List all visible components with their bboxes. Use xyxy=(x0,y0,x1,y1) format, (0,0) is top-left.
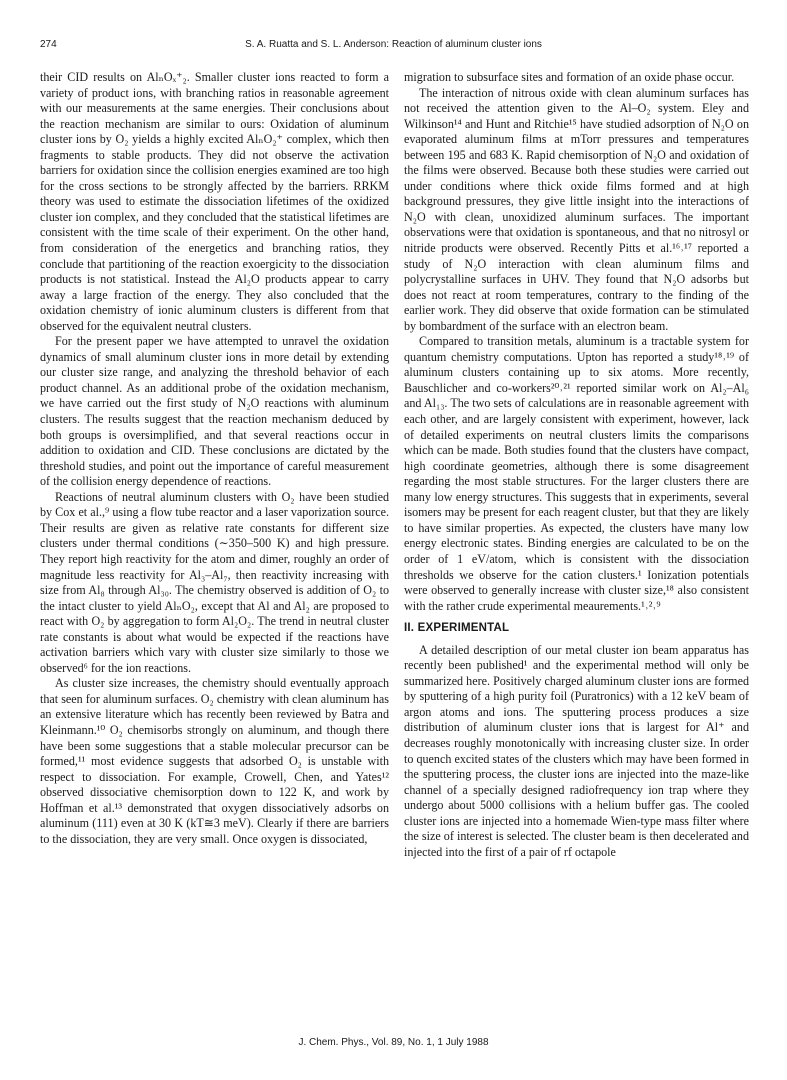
right-paragraph-4: A detailed description of our metal cluster ion beam apparatus has recently been published¹ and the experimental method will only be summarized here. Positively charged aluminum cluster ions are formed by sputtering of a high purity foil (Puratronics) with a 12 keV beam of argon atoms and ions. The sputtering process produces a size distribution of aluminum cluster ions that is largest for Al⁺ and decreases roughly monotonically with increasing cluster size. In order to quench excited states of the clusters which may have been formed in the sputtering process, the cluster ions are injected into the maze-like channel of a specially designed radiofrequency ion trap where they undergo about 5000 collisions with a helium buffer gas. The cooled cluster ions are injected into a homemade Wien-type mass filter where the size of interest is selected. The cluster beam is then decelerated and injected into the first of a pair of rf octapole xyxy=(404,642,749,859)
right-paragraph-2: The interaction of nitrous oxide with clean aluminum surfaces has not received the attention given to the Al–O₂ system. Eley and Wilkinson¹⁴ and Hunt and Ritchie¹⁵ have studied adsorption of N₂O on evaporated aluminum films at mTorr pressures and temperatures between 195 and 683 K. Rapid chemisorption of N₂O and oxidation of the films were observed. Because both these studies were carried out under conditions where thick oxide films formed and at high background pressures, they give little insight into the interactions of N₂O with clean, unoxidized aluminum surfaces. The important observations were that oxidation is spontaneous, and that no nitrosyl or nitride products were observed. Recently Pitts et al.¹⁶˒¹⁷ reported a study of N₂O interaction with clean aluminum films and polycrystalline surfaces in UHV. They found that N₂O adsorbs but does not react at room temperatures, contrary to the finding of the earlier work. They did observe that oxide formation can be stimulated by bombardment of the surface with an electron beam. xyxy=(404,85,749,333)
journal-citation-footer: J. Chem. Phys., Vol. 89, No. 1, 1 July 1988 xyxy=(298,1037,489,1048)
running-title: S. A. Ruatta and S. L. Anderson: Reaction of aluminum cluster ions xyxy=(245,39,542,50)
right-column xyxy=(404,70,749,1055)
right-paragraph-1: migration to subsurface sites and formation of an oxide phase occur. xyxy=(404,70,735,84)
page-header xyxy=(40,39,747,55)
left-paragraph-4: As cluster size increases, the chemistry should eventually approach that seen for aluminum surfaces. O₂ chemistry with clean aluminum has an extensive literature which has recently been reviewed by Batra and Kleinmann.¹⁰ O₂ chemisorbs strongly on aluminum, and though there have been some suggestions that a stable molecular precursor can be formed,¹¹ most evidence suggests that adsorbed O₂ is unstable with respect to dissociation. For example, Crowell, Chen, and Yates¹² observed dissociative chemisorption down to 122 K, and work by Hoffman et al.¹³ demonstrated that oxygen dissociatively adsorbs on aluminum (111) even at 30 K (kT≅3 meV). Clearly if there are barriers to the dissociation, they are very small. Once oxygen is dissociated, xyxy=(40,676,389,846)
page-number: 274 xyxy=(40,39,57,50)
right-paragraph-3: Compared to transition metals, aluminum is a tractable system for quantum chemistry computations. Upton has reported a study¹⁸˒¹⁹ of aluminum clusters containing up to six atoms. More recently, Bauschlicher and co-workers²⁰˒²¹ reported similar work on Al₂–Al₆ and Al₁₃. The two sets of calculations are in reasonable agreement with each other, and are largely consistent with experiment, however, lack of detailed experiments on neutral clusters limits the comparisons which can be made. Both studies found that the clusters have compact, high coordinate geometries, although there is some disagreement regarding the most stable structures. For the larger clusters there are many low energy structures. This suggests that in experiments, several isomers may be present for each reagent cluster, but that they are likely to have similar properties. As expected, the clusters have many low energy electronic states. Binding energies are calculated to be on the order of 1 eV/atom, which is consistent with the dissociation thresholds we observe for the cation clusters.¹ Ionization potentials were observed to generally increase with cluster size,¹⁸ also consistent with the rather crude experimental meaurements.¹˒²˒⁹ xyxy=(404,334,749,613)
left-column xyxy=(40,70,389,1055)
left-paragraph-3: Reactions of neutral aluminum clusters with O₂ have been studied by Cox et al.,⁹ using a flow tube reactor and a laser vaporization source. Their results are given as relative rate constants for different size clusters under thermal conditions (∼350–500 K) and high pressure. They report high reactivity for the atom and dimer, roughly an order of magnitude less reactivity for Al₃–Al₇, then reactivity increasing with size from Al₈ through Al₃₀. The chemistry observed is addition of O₂ to the intact cluster to yield AlₙO₂, except that Al and Al₂ are proposed to react with O₂ by aggregation to form Al₂O₂. The trend in neutral cluster rate constants is about what would be expected if the reactions have activation barriers which vary with cluster size similarly to those we observed⁶ for the ion reactions. xyxy=(40,489,389,675)
left-paragraph-2: For the present paper we have attempted to unravel the oxidation dynamics of small aluminum cluster ions in more detail by extending our cluster size range, and analyzing the threshold behavior of each product channel. As an additional probe of the oxidation mechanism, we have carried out the first study of N₂O reactions with aluminum clusters. The results suggest that the reaction mechanism deduced by both groups is oversimplified, and that several reactions occur in addition to oxidation and CID. These conclusions are dictated by the threshold studies, and point out the importance of careful measurement of the collision energy dependence of reactions. xyxy=(40,334,389,489)
left-paragraph-1: their CID results on AlₙOₓ⁺₂. Smaller cluster ions reacted to form a variety of product ions, with branching ratios in reasonable agreement with our measurements at the same energies. Their conclusions about the reaction mechanism are similar to ours: Oxidation of aluminum cluster ions by O₂ yields a highly excited AlₙO₂⁺ complex, which then fragments to stable products. They did not observe the activation barriers for oxidation since the collision energies examined are too high for the cross sections to be strongly affected by the barriers. RRKM theory was used to estimate the dissociation lifetimes of the oxidized cluster ion complex, and they concluded that the statistical lifetimes are consistent with the time scale of their experiment. On the other hand, from consideration of the energetics and branching ratios, they conclude that partitioning of the reaction exoergicity to the dissociation products is not statistical. Instead the Al₂O products appear to carry away a large fraction of the energy. They also concluded that the oxidation chemistry of ionic aluminum clusters is different from that observed for the equivalent neutral clusters. xyxy=(40,70,389,333)
section-heading: II. EXPERIMENTAL xyxy=(404,622,510,635)
